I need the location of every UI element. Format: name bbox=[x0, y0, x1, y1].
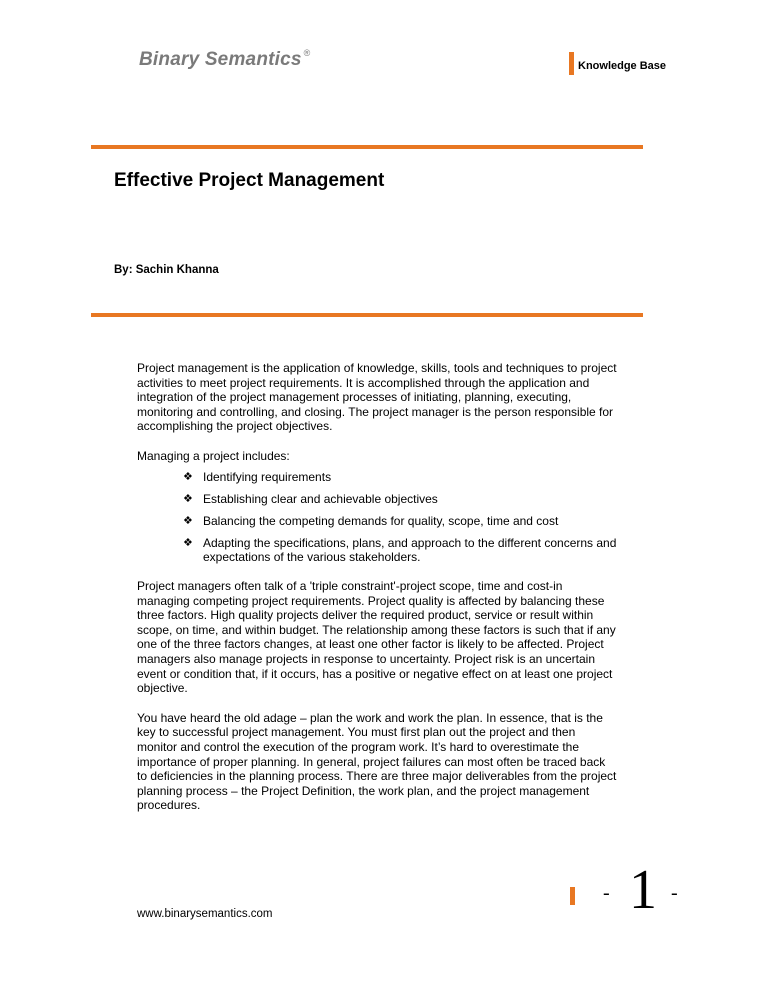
company-name: Binary Semantics bbox=[139, 49, 302, 70]
document-title: Effective Project Management bbox=[114, 170, 385, 191]
page-dash-right: - bbox=[671, 882, 678, 904]
managing-list bbox=[137, 470, 617, 565]
list-item: ❖ Adapting the specifications, plans, and approach to the different concerns and expectations of the various stakeholders. bbox=[183, 535, 617, 565]
document-body bbox=[137, 361, 617, 828]
intro-paragraph: Project management is the application of knowledge, skills, tools and techniques to project activities to meet project requirements. It is accomplished through the application and integration of the project management processes of initiating, planning, executing, monitoring and controlling, and closing. The project manager is the person responsible for accomplishing the project objectives. bbox=[137, 361, 617, 434]
footer-accent-bar bbox=[570, 887, 575, 905]
footer-url: www.binarysemantics.com bbox=[137, 908, 273, 920]
bottom-divider bbox=[91, 313, 643, 317]
list-item: ❖ Establishing clear and achievable objectives bbox=[183, 491, 438, 506]
list-intro: Managing a project includes: bbox=[137, 448, 290, 463]
page-dash-left: - bbox=[603, 882, 610, 904]
list-item: ❖ Balancing the competing demands for quality, scope, time and cost bbox=[183, 513, 559, 528]
diamond-bullet-icon: ❖ bbox=[183, 470, 193, 483]
author-line: By: Sachin Khanna bbox=[114, 264, 219, 276]
page-number-value: 1 bbox=[629, 859, 657, 921]
company-logo bbox=[139, 48, 311, 71]
triple-constraint-paragraph: Project managers often talk of a 'triple constraint'-project scope, time and cost-in managing competing project requirements. Project quality is affected by balancing these three factors. High quality projects deliver the required product, service or result within scope, on time, and within budget. The relationship among these factors is such that if any one of the three factors changes, at least one other factor is likely to be affected. Project managers also manage projects in response to uncertainty. Project risk is an uncertain event or condition that, if it occurs, has a positive or negative effect on at least one project objective. bbox=[137, 579, 616, 696]
section-label: Knowledge Base bbox=[578, 60, 667, 72]
page-number bbox=[603, 860, 683, 930]
diamond-bullet-icon: ❖ bbox=[183, 514, 193, 527]
planning-paragraph: You have heard the old adage – plan the work and work the plan. In essence, that is the key to successful project management. You must first plan out the project and then monitor and control the execution of the program work. It’s hard to overestimate the importance of proper planning. In general, project failures can most often be traced back to deficiencies in the planning process. There are three major deliverables from the project planning process – the Project Definition, the work plan, and the project management procedures. bbox=[137, 710, 617, 813]
diamond-bullet-icon: ❖ bbox=[183, 492, 193, 505]
list-item: ❖ Identifying requirements bbox=[183, 469, 332, 484]
top-divider bbox=[91, 145, 643, 149]
diamond-bullet-icon: ❖ bbox=[183, 536, 193, 549]
header-accent-bar bbox=[569, 52, 574, 75]
registered-mark: ® bbox=[303, 48, 311, 58]
